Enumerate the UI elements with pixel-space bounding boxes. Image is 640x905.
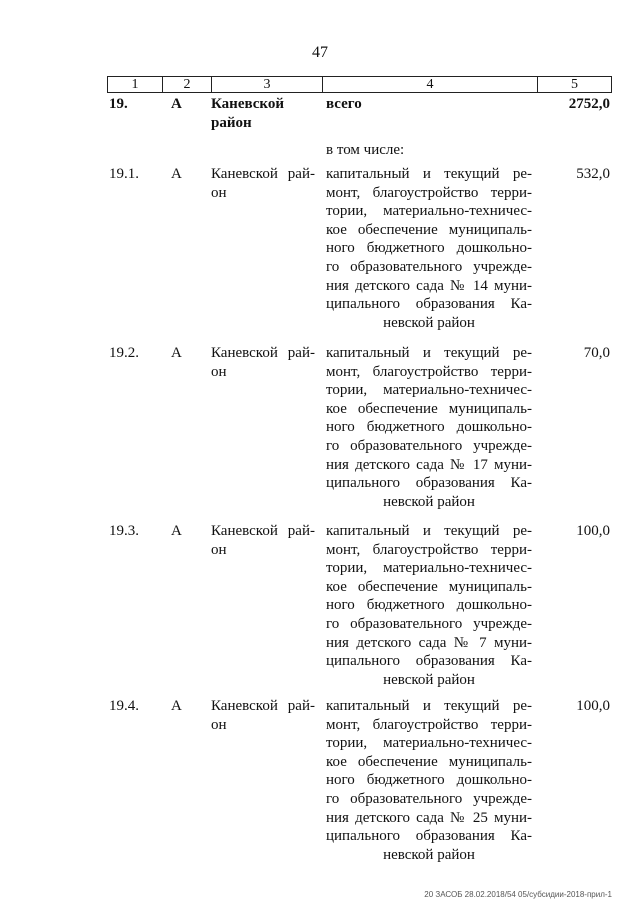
desc-line: монт, благоустройство терри- (326, 541, 532, 558)
desc-line: тории, материально-техничес- (326, 203, 532, 220)
row-category: А (171, 345, 182, 361)
header-col-1: 1 (108, 77, 163, 92)
row-description (326, 344, 532, 511)
row-value: 2752,0 (568, 96, 610, 112)
table-header-row (107, 76, 612, 93)
desc-line: кое обеспечение муниципаль- (326, 578, 532, 595)
row-category: А (171, 166, 182, 182)
row-number: 19.3. (109, 523, 139, 539)
desc-line: ципального образования Ка- (326, 296, 532, 313)
subtotal-label: в том числе: (326, 142, 405, 158)
row-district: Каневской рай-он (211, 698, 315, 733)
row-category: А (171, 523, 182, 539)
desc-line: го образовательного учрежде- (326, 790, 532, 807)
desc-line: невской район (383, 314, 475, 331)
row-number: 19. (109, 96, 128, 112)
row-description: всего (326, 96, 362, 112)
desc-line: го образовательного учрежде- (326, 258, 532, 275)
row-number: 19.1. (109, 166, 139, 182)
header-col-4: 4 (323, 77, 538, 92)
desc-line: ния детского сада № 14 муни- (326, 277, 532, 294)
row-district: Каневской рай-он (211, 166, 315, 201)
desc-line: ного бюджетного дошкольно- (326, 419, 532, 436)
row-number: 19.2. (109, 345, 139, 361)
row-category: А (171, 698, 182, 714)
desc-line: капитальный и текущий ре- (326, 345, 532, 361)
row-district: Каневской район (211, 96, 285, 131)
desc-line: ципального образования Ка- (326, 828, 532, 845)
desc-line: кое обеспечение муниципаль- (326, 753, 532, 770)
row-value: 532,0 (576, 166, 610, 182)
header-col-3: 3 (212, 77, 323, 92)
desc-line: капитальный и текущий ре- (326, 166, 532, 182)
row-district: Каневской рай-он (211, 523, 315, 558)
row-description (326, 522, 532, 689)
desc-line: кое обеспечение муниципаль- (326, 221, 532, 238)
desc-line: кое обеспечение муниципаль- (326, 400, 532, 417)
desc-line: невской район (383, 493, 475, 510)
header-col-2: 2 (163, 77, 212, 92)
row-value: 100,0 (576, 698, 610, 714)
desc-line: монт, благоустройство терри- (326, 184, 532, 201)
row-number: 19.4. (109, 698, 139, 714)
desc-line: монт, благоустройство терри- (326, 716, 532, 733)
desc-line: го образовательного учрежде- (326, 437, 532, 454)
desc-line: ного бюджетного дошкольно- (326, 772, 532, 789)
page-number: 47 (312, 44, 328, 61)
desc-line: го образовательного учрежде- (326, 615, 532, 632)
desc-line: ного бюджетного дошкольно- (326, 240, 532, 257)
desc-line: тории, материально-техничес- (326, 735, 532, 752)
desc-line: монт, благоустройство терри- (326, 363, 532, 380)
desc-line: тории, материально-техничес- (326, 382, 532, 399)
desc-line: ния детского сада № 7 муни- (326, 634, 532, 651)
row-description (326, 697, 532, 864)
row-district: Каневской рай-он (211, 345, 315, 380)
desc-line: ния детского сада № 17 муни- (326, 456, 532, 473)
desc-line: тории, материально-техничес- (326, 560, 532, 577)
desc-line: капитальный и текущий ре- (326, 523, 532, 539)
row-value: 100,0 (576, 523, 610, 539)
desc-line: капитальный и текущий ре- (326, 698, 532, 714)
row-description (326, 165, 532, 332)
desc-line: ципального образования Ка- (326, 475, 532, 492)
header-col-5: 5 (571, 77, 578, 92)
desc-line: невской район (383, 671, 475, 688)
desc-line: ния детского сада № 25 муни- (326, 809, 532, 826)
row-value: 70,0 (583, 345, 610, 361)
row-category: А (171, 96, 182, 112)
desc-line: ципального образования Ка- (326, 653, 532, 670)
document-footer-code: 20 ЗАСОБ 28.02.2018/54 05/субсидии-2018-прил-1 (424, 890, 612, 899)
desc-line: невской район (383, 846, 475, 863)
desc-line: ного бюджетного дошкольно- (326, 597, 532, 614)
